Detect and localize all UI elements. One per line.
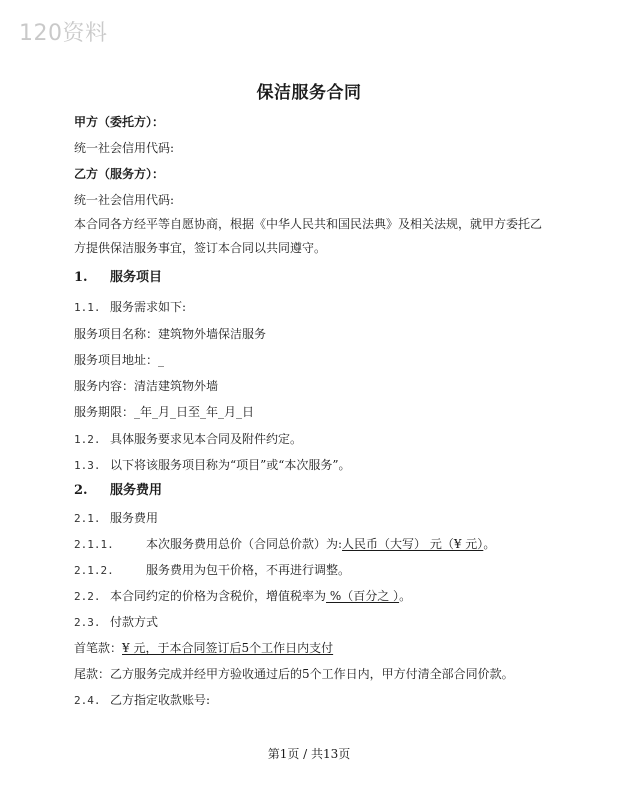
clause-1-1-number: 1.1. — [74, 301, 101, 314]
section-2-heading — [74, 483, 162, 499]
section-1-heading — [74, 270, 162, 286]
clause-2-1-text: 服务费用 — [110, 511, 159, 525]
clause-2-3-text: 付款方式 — [110, 615, 159, 629]
clause-2-1 — [74, 510, 158, 527]
service-item-address: 服务项目地址：_ — [74, 353, 165, 367]
tax-rate-value: %（百分之 ） — [326, 589, 400, 603]
clause-2-3-number: 2.3. — [74, 616, 101, 629]
clause-2-1-1-number: 2.1.1. — [74, 538, 114, 551]
clause-2-2-end: 。 — [399, 589, 412, 603]
party-a-credit-code: 统一社会信用代码: — [74, 141, 175, 155]
clause-1-3-number: 1.3. — [74, 459, 101, 472]
clause-1-1-text: 服务需求如下: — [110, 300, 187, 314]
document-title: 保洁服务合同 — [256, 83, 362, 103]
clause-2-2-text: 本合同约定的价格为含税价，增值税率为 — [110, 589, 327, 603]
clause-2-2 — [74, 588, 411, 605]
clause-2-2-number: 2.2. — [74, 590, 101, 603]
watermark-logo: 120资料 — [19, 21, 108, 46]
clause-2-1-2-number: 2.1.2. — [74, 564, 114, 577]
clause-2-1-1-text: 本次服务费用总价（合同总价款）为: — [146, 537, 343, 551]
clause-2-1-1-end: 。 — [483, 537, 496, 551]
section-2-number: 2. — [74, 483, 88, 498]
clause-1-3-text: 以下将该服务项目称为“项目”或“本次服务”。 — [110, 458, 351, 472]
final-payment: 尾款：乙方服务完成并经甲方验收通过后的5个工作日内，甲方付清全部合同价款。 — [74, 667, 514, 681]
clause-2-1-2-text: 服务费用为包干价格，不再进行调整。 — [146, 563, 351, 577]
party-b-credit-code: 统一社会信用代码: — [74, 193, 175, 207]
party-b-label: 乙方（服务方）： — [74, 167, 165, 181]
clause-2-1-2 — [74, 562, 350, 579]
clause-2-3 — [74, 614, 158, 631]
clause-2-4 — [74, 692, 210, 709]
first-payment-label: 首笔款： — [74, 641, 123, 655]
clause-2-4-number: 2.4. — [74, 694, 101, 707]
section-2-title: 服务费用 — [110, 483, 163, 498]
total-price-value: 人民币（大写） 元（¥ 元） — [342, 537, 484, 551]
section-1-title: 服务项目 — [110, 270, 163, 285]
clause-2-1-number: 2.1. — [74, 512, 101, 525]
service-item-content: 服务内容：清洁建筑物外墙 — [74, 379, 219, 393]
clause-1-2 — [74, 431, 302, 448]
clause-2-1-1 — [74, 536, 495, 553]
page-footer: 第1页 / 共13页 — [267, 747, 351, 761]
section-1-number: 1. — [74, 270, 88, 285]
clause-1-2-number: 1.2. — [74, 433, 101, 446]
first-payment-value: ¥ 元，于本合同签订后5个工作日内支付 — [122, 641, 334, 655]
clause-1-1 — [74, 299, 186, 316]
service-item-name: 服务项目名称：建筑物外墙保洁服务 — [74, 327, 267, 341]
clause-1-2-text: 具体服务要求见本合同及附件约定。 — [110, 432, 303, 446]
first-payment — [74, 640, 333, 656]
intro-paragraph: 本合同各方经平等自愿协商，根据《中华人民共和国民法典》及相关法规，就甲方委托乙方提供保洁服务事宜，签订本合同以共同遵守。 — [74, 217, 543, 255]
service-item-period: 服务期限：_年_月_日至_年_月_日 — [74, 405, 255, 419]
clause-2-4-text: 乙方指定收款账号: — [110, 693, 211, 707]
party-a-label: 甲方（委托方）： — [74, 115, 165, 129]
clause-1-3 — [74, 457, 351, 474]
